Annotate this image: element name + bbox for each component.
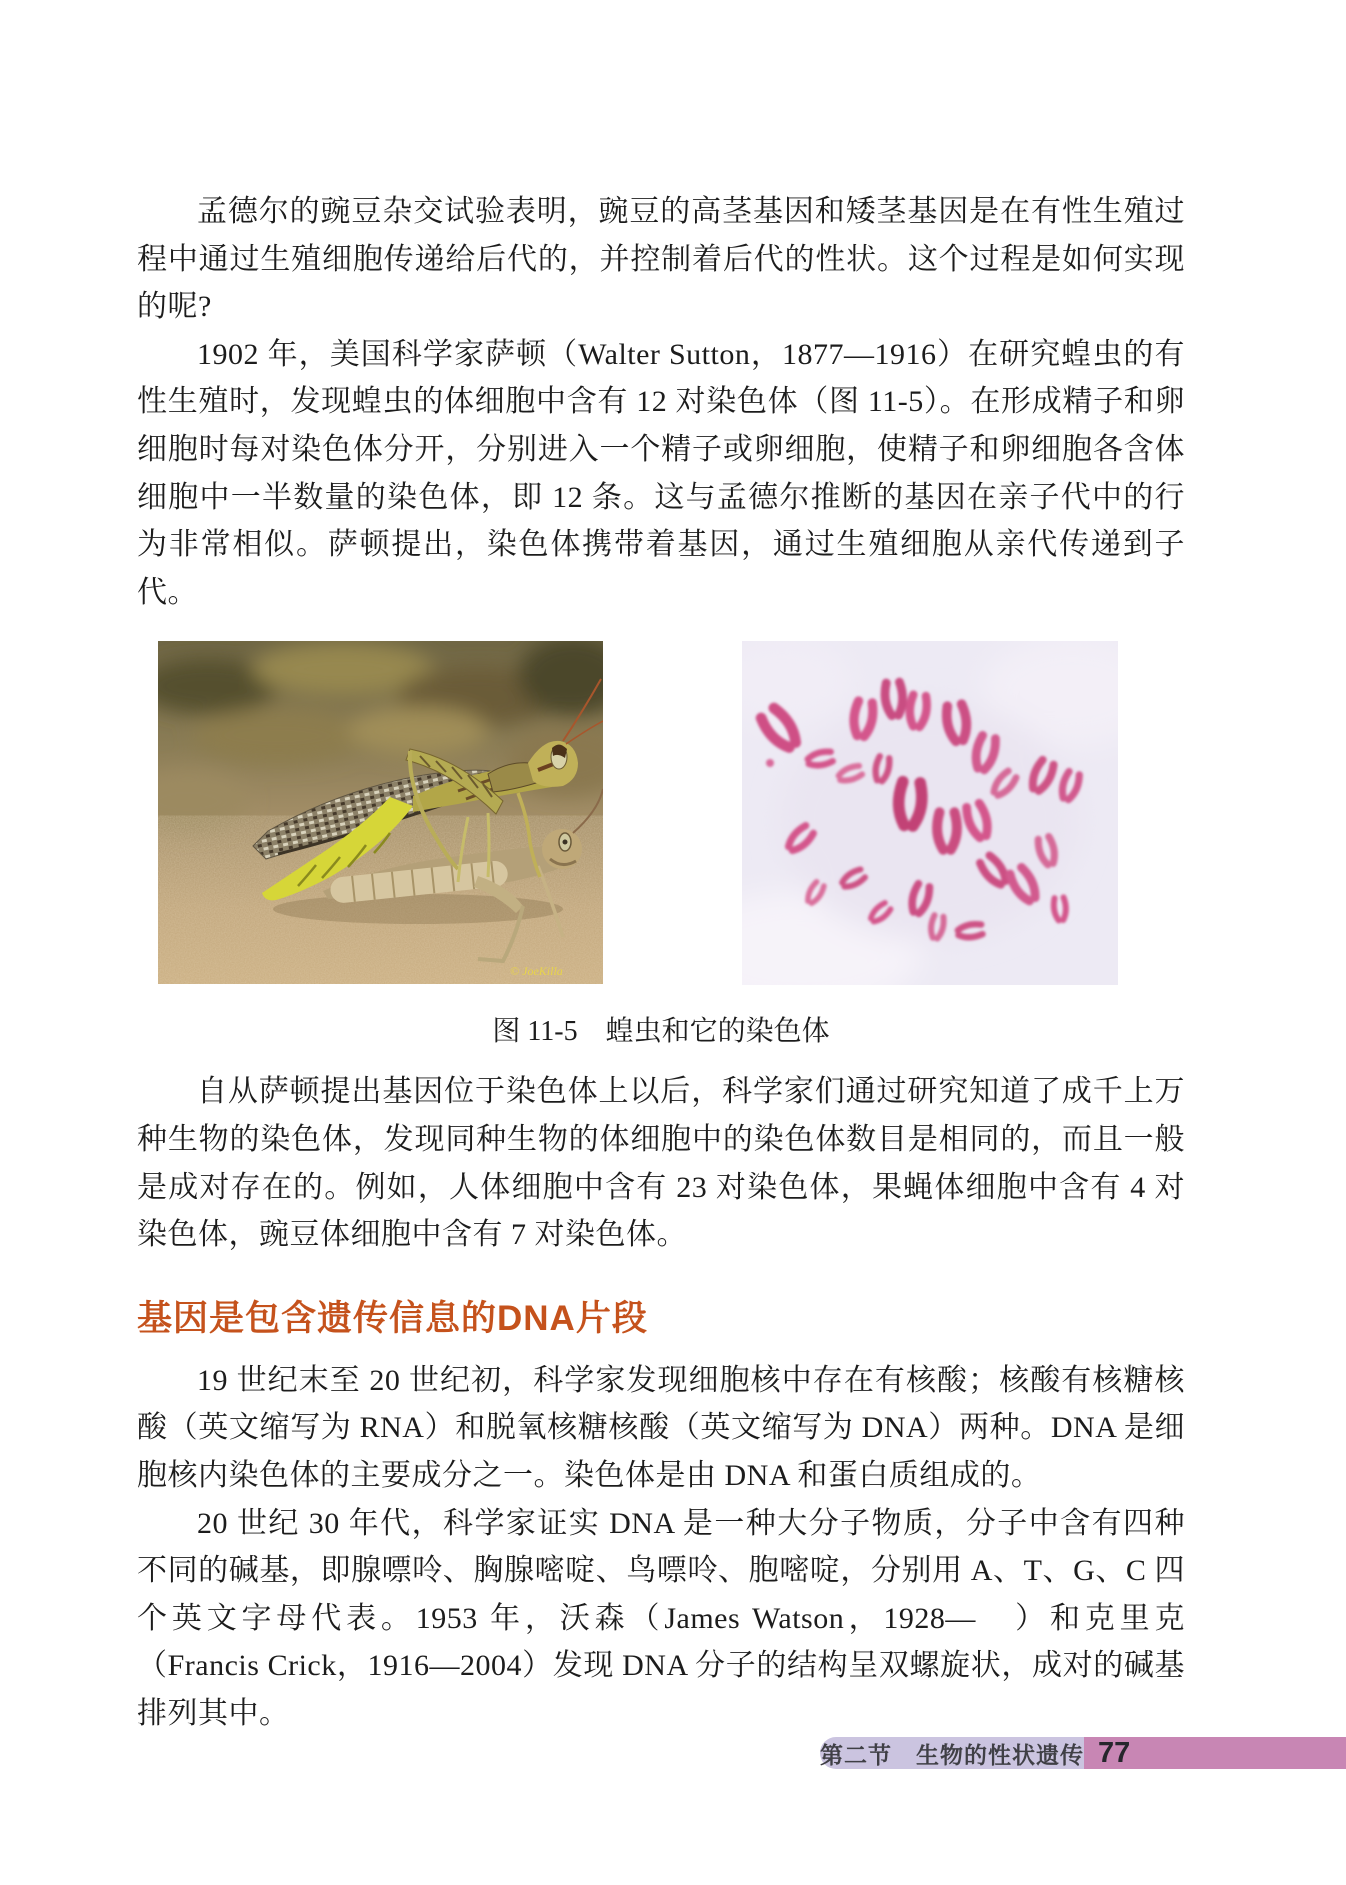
section-heading: 基因是包含遗传信息的DNA片段 [137, 1298, 648, 1338]
body-paragraph: 20 世纪 30 年代，科学家证实 DNA 是一种大分子物质，分子中含有四种不同的碱基，即腺嘌呤、胸腺嘧啶、鸟嘌呤、胞嘧啶，分别用 A、T、G、C 四个英文字母代表。1953 年，沃森（James Watson，1928— ）和克里克（Francis Crick，1916—2004）发现 DNA 分子的结构呈双螺旋状，成对的碱基排列其中。 [137, 1506, 1185, 1730]
body-paragraph: 1902 年，美国科学家萨顿（Walter Sutton，1877—1916）在研究蝗虫的有性生殖时，发现蝗虫的体细胞中含有 12 对染色体（图 11-5）。在形成精子和卵细胞时每对染色体分开，分别进入一个精子或卵细胞，使精子和卵细胞各含体细胞中一半数量的染色体，即 12 条。这与孟德尔推断的基因在亲子代中的行为非常相似。萨顿提出，染色体携带着基因，通过生殖细胞从亲代传递到子代。 [137, 337, 1185, 609]
body-paragraph: 孟德尔的豌豆杂交试验表明，豌豆的高茎基因和矮茎基因是在有性生殖过程中通过生殖细胞传递给后代的，并控制着后代的性状。这个过程是如何实现的呢? [137, 195, 1185, 324]
footer-page-number: 77 [1084, 1737, 1346, 1769]
chromosome-micrograph [742, 641, 1118, 985]
footer-section-label: 第二节 生物的性状遗传 [820, 1737, 1084, 1769]
figure-11-5 [137, 641, 1185, 985]
figure-caption: 图 11-5 蝗虫和它的染色体 [492, 1016, 830, 1048]
grasshopper-photo [158, 641, 603, 984]
photo-credit-watermark: © JoeKilla [510, 964, 563, 979]
text-column [137, 0, 1185, 1737]
body-paragraph: 19 世纪末至 20 世纪初，科学家发现细胞核中存在有核酸；核酸有核糖核酸（英文缩写为 RNA）和脱氧核糖核酸（英文缩写为 DNA）两种。DNA 是细胞核内染色体的主要成分之一。染色体是由 DNA 和蛋白质组成的。 [137, 1363, 1185, 1492]
body-paragraph: 自从萨顿提出基因位于染色体上以后，科学家们通过研究知道了成千上万种生物的染色体，发现同种生物的体细胞中的染色体数目是相同的，而且一般是成对存在的。例如，人体细胞中含有 23 对染色体，果蝇体细胞中含有 4 对染色体，豌豆体细胞中含有 7 对染色体。 [137, 1075, 1185, 1252]
page-footer [820, 1737, 1346, 1769]
